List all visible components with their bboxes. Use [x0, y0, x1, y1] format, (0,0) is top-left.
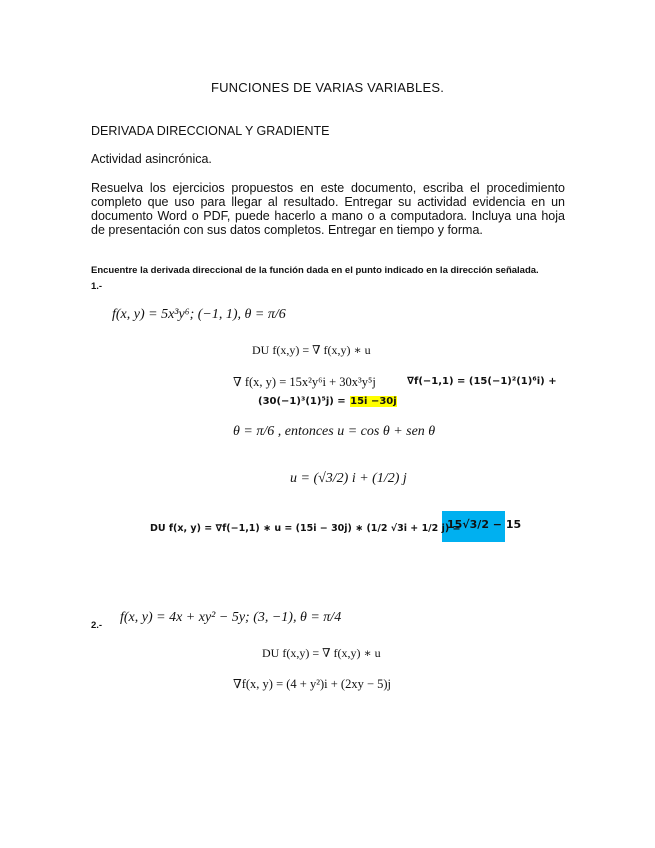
exercise-1-gradient-eval-line2-wrap: [258, 391, 397, 409]
section-subtitle: DERIVADA DIRECCIONAL Y GRADIENTE: [91, 124, 330, 138]
exercise-1-gradient-eval-line1: ∇f(−1,1) = (15(−1)²(1)⁶i) +: [407, 376, 557, 387]
exercise-2-number: 2.-: [91, 620, 103, 631]
page-title: FUNCIONES DE VARIAS VARIABLES.: [210, 80, 445, 95]
activity-label: Actividad asincrónica.: [91, 152, 212, 166]
exercise-2-function: f(x, y) = 4x + xy² − 5y; (3, −1), θ = π/4: [120, 610, 342, 625]
exercise-1-function: f(x, y) = 5x³y⁶; (−1, 1), θ = π/6: [112, 307, 286, 322]
exercise-2-directional-def: DU f(x,y) = ∇ f(x,y) ∗ u: [262, 646, 381, 660]
exercise-1-gradient-eval-line2: (30(−1)³(1)⁵j) =: [258, 396, 346, 407]
exercise-1-directional-def: DU f(x,y) = ∇ f(x,y) ∗ u: [252, 343, 371, 357]
exercise-2-gradient: ∇f(x, y) = (4 + y²)i + (2xy − 5)j: [233, 677, 392, 691]
exercise-1-final-result: 15√3/2 − 15: [447, 518, 522, 531]
exercise-1-final-lhs: DU f(x, y) = ∇f(−1,1) ∗ u = (15i − 30j) ∗ (1/2 √3i + 1/2 j) =: [150, 523, 461, 534]
instructions-paragraph: Resuelva los ejercicios propuestos en este documento, escriba el procedimiento completo que uso para llegar al resultado. Entregar su actividad evidencia en un documento Word o PDF, puede hacerlo a mano o a computadora. Incluya una hoja de presentación con sus datos completos. Entregar en tiempo y forma.: [91, 181, 565, 237]
exercise-1-final-line: [150, 518, 460, 536]
exercise-1-theta-line: θ = π/6 , entonces u = cos θ + sen θ: [233, 424, 436, 439]
exercise-1-number: 1.-: [91, 281, 103, 292]
exercise-1-gradient: ∇ f(x, y) = 15x²y⁶i + 30x³y⁵j: [233, 375, 376, 389]
task-heading: Encuentre la derivada direccional de la función dada en el punto indicado en la dirección señalada.: [91, 265, 539, 276]
exercise-1-gradient-result: 15i −30j: [350, 396, 397, 407]
exercise-1-u-vector: u = (√3/2) i + (1/2) j: [290, 471, 407, 486]
